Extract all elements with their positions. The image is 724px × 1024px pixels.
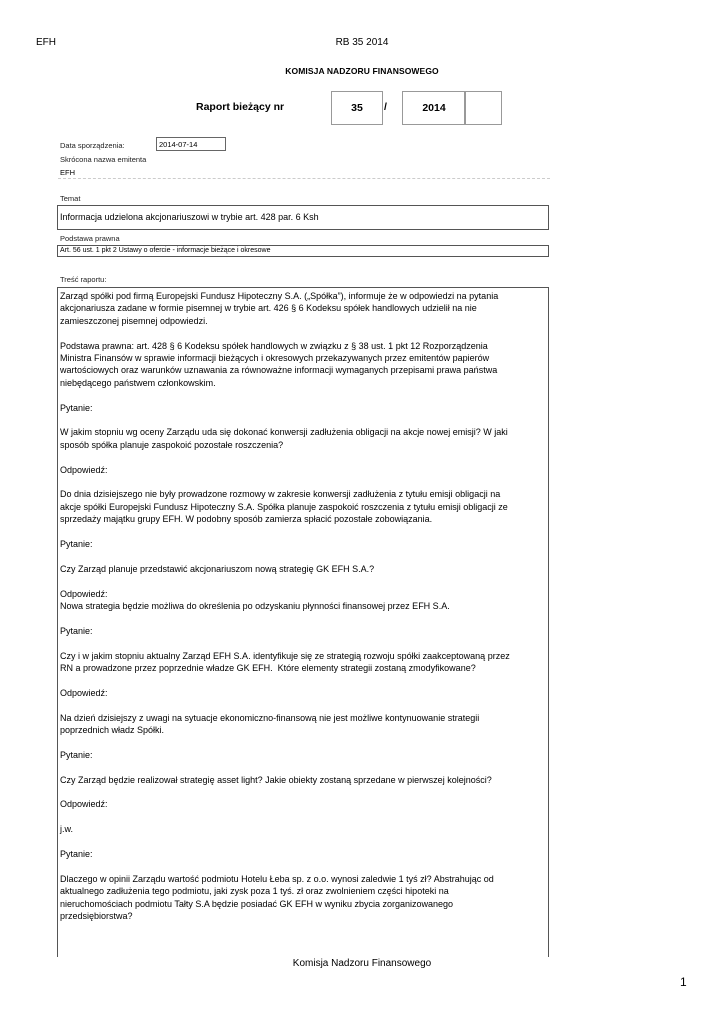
header-issuer: EFH	[36, 37, 56, 48]
footer-agency: Komisja Nadzoru Finansowego	[292, 958, 432, 969]
section-divider	[58, 178, 550, 179]
legal-basis-field: Art. 56 ust. 1 pkt 2 Ustawy o ofercie - informacje bieżące i okresowe	[57, 245, 549, 257]
content-paragraph: Czy i w jakim stopniu aktualny Zarząd EFH S.A. identyfikuje się ze strategią rozwoju spółki zaakceptowaną przez RN a prowadzone przez poprzednie władze GK EFH. Które elementy strategii zostaną zmodyfikowane?	[60, 650, 510, 674]
content-paragraph: Pytanie:	[60, 749, 93, 760]
content-paragraph: Pytanie:	[60, 402, 93, 413]
page-number: 1	[680, 975, 687, 989]
content-paragraph: Odpowiedź:	[60, 799, 108, 810]
agency-name: KOMISJA NADZORU FINANSOWEGO	[285, 66, 439, 76]
content-paragraph: Podstawa prawna: art. 428 § 6 Kodeksu spółek handlowych w związku z § 38 ust. 1 pkt 12 Rozporządzenia Ministra Finansów w sprawie informacji bieżących i okresowych przekazywanych przez emitentów papierów wartościowych oraz warunków uznawania za równoważne informacji wymaganych przepisami prawa państwa niebędącego państwem członkowskim.	[60, 340, 498, 388]
report-slash: /	[384, 101, 387, 113]
header-report-code: RB 35 2014	[335, 37, 389, 48]
report-blank-cell	[464, 91, 502, 125]
legal-basis-label: Podstawa prawna	[60, 234, 120, 243]
content-paragraph: Czy Zarząd będzie realizował strategię asset light? Jakie obiekty zostaną sprzedane w pierwszej kolejności?	[60, 774, 492, 785]
date-label: Data sporządzenia:	[60, 141, 125, 150]
content-paragraph: Dlaczego w opinii Zarządu wartość podmiotu Hotelu Łeba sp. z o.o. wynosi zaledwie 1 tyś zł? Abstrahując od aktualnego zadłużenia tego podmiotu, jaki zysk poza 1 tyś. zł oraz zwolnieniem części hipoteki na nieruchomościach podmiotu Tałty S.A będzie posiadać GK EFH w wyniku zbycia zorganizowanego przedsiębiorstwa?	[60, 873, 494, 922]
content-paragraph: Pytanie:	[60, 539, 93, 550]
content-paragraph: Pytanie:	[60, 625, 93, 636]
content-paragraph: Odpowiedź:	[60, 464, 108, 475]
report-year: 2014	[402, 91, 466, 125]
report-title: Raport bieżący nr	[196, 101, 285, 113]
subject-field: Informacja udzielona akcjonariuszowi w trybie art. 428 par. 6 Ksh	[57, 205, 549, 230]
report-content	[57, 287, 549, 957]
content-paragraph: Odpowiedź: Nowa strategia będzie możliwa do określenia po odzyskaniu płynności finansowej przez EFH S.A.	[60, 588, 450, 612]
content-label: Treść raportu:	[60, 275, 107, 284]
content-paragraph: j.w.	[60, 824, 74, 835]
content-paragraph: Odpowiedź:	[60, 687, 108, 698]
content-paragraph: Zarząd spółki pod firmą Europejski Fundusz Hipoteczny S.A. („Spółka”), informuje że w odpowiedzi na pytania akcjonariusza zadane w formie pisemnej w trybie art. 426 § 6 Kodeksu spółek handlowych udzielił na nie zamieszczonej pisemnej odpowiedzi.	[60, 291, 499, 326]
report-number: 35	[331, 91, 383, 125]
content-paragraph: Czy Zarząd planuje przedstawić akcjonariuszom nową strategię GK EFH S.A.?	[60, 563, 375, 574]
content-paragraph: Pytanie:	[60, 849, 93, 860]
issuer-short-name-value: EFH	[60, 168, 75, 177]
issuer-short-name-label: Skrócona nazwa emitenta	[60, 155, 147, 164]
content-paragraph: Na dzień dzisiejszy z uwagi na sytuacje ekonomiczno-finansową nie jest możliwe kontynuowanie strategii poprzednich władz Spółki.	[60, 712, 480, 736]
date-field: 2014-07-14	[156, 137, 226, 151]
content-paragraph: Do dnia dzisiejszego nie były prowadzone rozmowy w zakresie konwersji zadłużenia z tytułu emisji obligacji na akcje spółki Europejski Fundusz Hipoteczny S.A. Spółka planuje zaspokoić roszczenia z tytułu emisji obligacji ze sprzedaży majątku grupy EFH. W podobny sposób zamierza spłacić pozostałe zobowiązania.	[60, 489, 508, 525]
content-paragraph: W jakim stopniu wg oceny Zarządu uda się dokonać konwersji zadłużenia obligacji na akcje nowej emisji? W jaki sposób spółka planuje zaspokoić pozostałe roszczenia?	[60, 427, 508, 450]
subject-label: Temat	[60, 194, 81, 203]
